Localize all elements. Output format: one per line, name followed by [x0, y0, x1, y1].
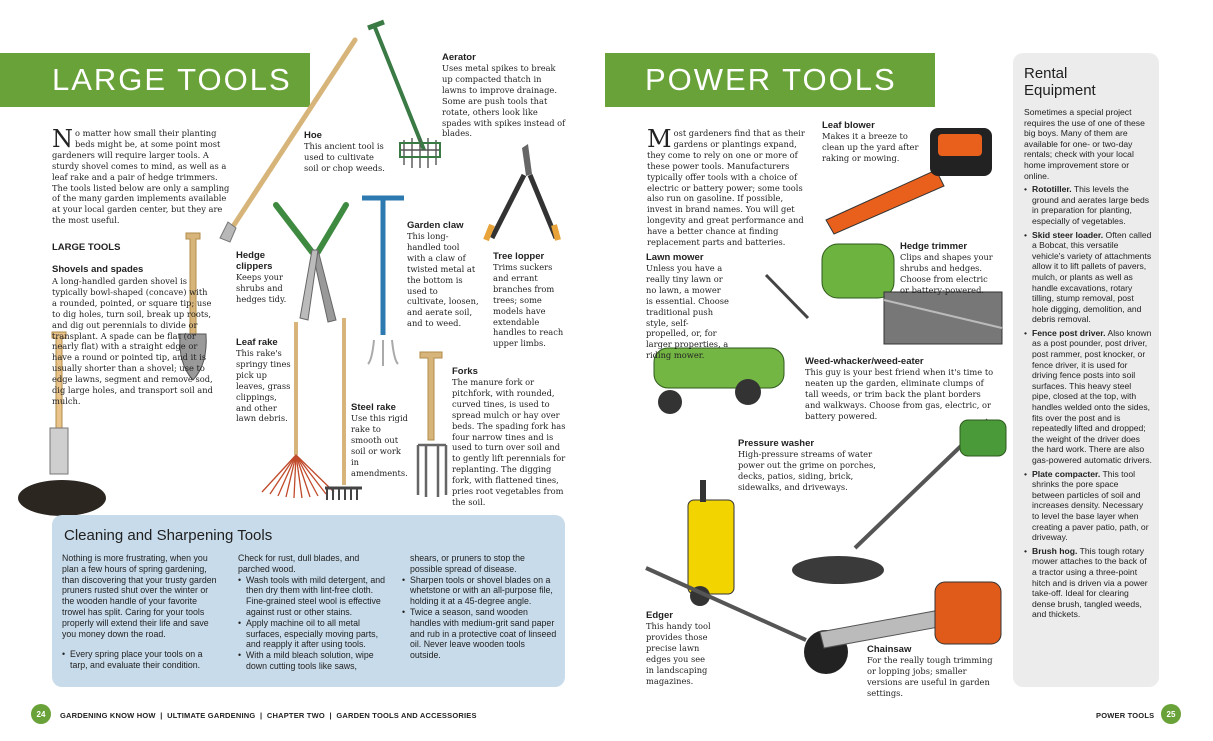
leaf-rake-section: [236, 337, 292, 424]
rental-item-text: This tool shrinks the pore space between particles of soil and increases density. Necessary to level the base layer when creating a paver patio, path, or driveway.: [1032, 468, 1149, 543]
cleaning-col1-bullets: [62, 649, 222, 671]
cleaning-col2-para: Check for rust, dull blades, and parched wood.: [238, 553, 360, 574]
leaf-blower-title: Leaf blower: [822, 120, 875, 131]
hedge-trimmer-title: Hedge trimmer: [900, 241, 968, 252]
aerator-text: Uses metal spikes to break up compacted thatch in lawns to improve drainage. Some are push tools that rotate, others look like spades with spikes instead of blades.: [442, 63, 566, 139]
hoe-text: This ancient tool is used to cultivate soil or chop weeds.: [304, 141, 385, 173]
cleaning-col3-bullets: [402, 575, 558, 661]
steel-rake-section: [351, 402, 409, 478]
rental-item: [1024, 184, 1152, 226]
shovels-text: A long-handled garden shovel is typically bowl-shaped (concave) with a rounded, pointed, or square tip; use to dig holes, turn soil, break up roots, and dig out perennials to divide or transplant. A spade can be flat (or nearly flat) with a straight edge or have a round or pointed tip, and it is usually shorter than a shovel; use to edge lawns, segment and remove sod, dig large holes, and transport soil and mulch.: [52, 276, 213, 406]
hedge-clippers-title: Hedge clippers: [236, 250, 273, 272]
rental-item-text: This levels the ground and aerates large beds in preparation for planting, especially of vegetables.: [1032, 184, 1150, 226]
rental-item: [1024, 469, 1152, 543]
cleaning-column-3: [402, 553, 558, 661]
cleaning-title: Cleaning and Sharpening Tools: [64, 527, 273, 544]
chainsaw-section: [867, 644, 1003, 699]
power-intro-dropcap: M: [647, 125, 672, 153]
tree-lopper-text: Trims suckers and errant branches from trees; some models have extendable handles to reach upper limbs.: [493, 262, 564, 349]
tree-lopper-section: [493, 251, 567, 349]
rental-body: [1024, 107, 1152, 620]
edger-section: [646, 610, 712, 686]
cleaning-sharpening-box: [52, 515, 565, 687]
leaf-blower-section: [822, 120, 924, 164]
leaf-blower-text: Makes it a breeze to clean up the yard after raking or mowing.: [822, 131, 919, 163]
cleaning-bullet: • Every spring place your tools on a tarp, and evaluate their condition.: [62, 649, 222, 671]
steel-rake-title: Steel rake: [351, 402, 396, 413]
power-intro-text: ost gardeners find that as their gardens or plantings expand, they come to rely on one or more of these power tools. Manufacturers typically offer tools with a choice of electric or battery power; some tools also run on gasoline. If possible, invest in brand names. You will get longevity and great performance and have a better chance at finding replacement parts and batteries.: [647, 128, 805, 248]
lawn-mower-section: [646, 252, 730, 361]
leaf-rake-text: This rake's springy tines pick up leaves, grass clippings, and other lawn debris.: [236, 348, 291, 424]
rental-equipment-box: [1013, 53, 1159, 687]
garden-claw-section: [407, 220, 479, 329]
power-tools-title: POWER TOOLS: [645, 62, 897, 97]
chainsaw-text: For the really tough trimming or lopping jobs; smaller versions are useful in garden settings.: [867, 655, 993, 698]
forks-title: Forks: [452, 366, 478, 377]
weed-whacker-title: Weed-whacker/weed-eater: [805, 356, 924, 367]
cleaning-bullet: • With a mild bleach solution, wipe down cutting tools like saws,: [238, 650, 390, 672]
rental-item-text: This tough rotary mower attaches to the back of a tractor using a three-point hitch and is driven via a power take-off. Ideal for clearing dense brush, tangled weeds, and thickets.: [1032, 545, 1148, 620]
chainsaw-title: Chainsaw: [867, 644, 912, 655]
hedge-clippers-section: [236, 250, 298, 305]
chainsaw-illustration: [0, 0, 1, 1]
intro-dropcap: N: [52, 125, 73, 153]
rental-item: [1024, 328, 1152, 466]
cleaning-column-2: [238, 553, 390, 672]
tree-lopper-title: Tree lopper: [493, 251, 545, 262]
pressure-washer-section: [738, 438, 876, 493]
cleaning-col3-para: shears, or pruners to stop the possible spread of disease.: [410, 553, 525, 574]
pressure-washer-text: High-pressure streams of water power out the grime on porches, decks, patios, siding, brick, sidewalks, and driveways.: [738, 449, 876, 492]
rental-item: [1024, 230, 1152, 325]
right-footer-text: POWER TOOLS: [1096, 711, 1155, 720]
pressure-washer-title: Pressure washer: [738, 438, 815, 449]
cleaning-col1-para: Nothing is more frustrating, when you plan a few hours of spring gardening, than discovering that your trusty garden pruners rusted shut over the winter or the wooden handle of your favorite trowel has split. Caring for your tools properly will extend their life and save you money down the road.: [62, 553, 217, 639]
shovels-section: [52, 264, 214, 407]
hedge-trimmer-text: Clips and shapes your shrubs and hedges. Choose from electric or battery-powered.: [900, 252, 993, 295]
weed-whacker-text: This guy is your best friend when it's time to neaten up the garden, eliminate clumps of tall weeds, or trim back the plant borders and walkways. Choose from gas, electric, or battery powered.: [805, 367, 994, 421]
page-number-left: 24: [31, 704, 51, 724]
hoe-title: Hoe: [304, 130, 322, 141]
garden-claw-title: Garden claw: [407, 220, 464, 231]
large-tools-intro: [52, 125, 230, 226]
cleaning-bullet: • Sharpen tools or shovel blades on a whetstone or with an all-purpose file, holding it at a 45-degree angle.: [402, 575, 558, 607]
rental-item-text: Often called a Bobcat, this versatile vehicle's variety of attachments allow it to lift pallets of pavers, mulch, or plants as well as handle excavations, rotary tilling, stump removal, post hole digging, demolition, and debris removal.: [1032, 229, 1152, 325]
rental-item-term: Brush hog.: [1032, 545, 1078, 556]
left-footer-text: GARDENING KNOW HOW | ULTIMATE GARDENING | CHAPTER TWO | GARDEN TOOLS AND ACCESSORIES: [60, 711, 477, 720]
lawn-mower-text: Unless you have a really tiny lawn or no lawn, a mower is essential. Choose traditional push style, self-propelled, or, for larger properties, a riding mower.: [646, 263, 729, 361]
cleaning-bullet: • Wash tools with mild detergent, and then dry them with lint-free cloth. Fine-grained steel wool is effective against rust or other stains.: [238, 575, 390, 618]
rental-item-term: Skid steer loader.: [1032, 229, 1104, 240]
power-tools-intro: [647, 125, 807, 248]
cleaning-column-1: [62, 553, 222, 671]
edger-title: Edger: [646, 610, 673, 621]
rental-list: [1024, 184, 1152, 620]
hedge-trimmer-section: [900, 241, 996, 296]
edger-text: This handy tool provides those precise lawn edges you see in landscaping magazines.: [646, 621, 711, 686]
rental-title: Rental Equipment: [1024, 65, 1096, 99]
large-tools-title: LARGE TOOLS: [52, 62, 292, 97]
weed-whacker-section: [805, 356, 995, 422]
cleaning-bullet: • Apply machine oil to all metal surfaces, especially moving parts, and reapply it after using tools.: [238, 618, 390, 650]
shovels-title: Shovels and spades: [52, 264, 144, 275]
power-tools-banner: [605, 53, 935, 107]
rental-item-term: Rototiller.: [1032, 184, 1072, 195]
large-tools-banner: [0, 53, 310, 107]
rental-item-term: Fence post driver.: [1032, 327, 1106, 338]
rental-item: [1024, 546, 1152, 620]
forks-section: [452, 366, 568, 508]
page-number-right: 25: [1161, 704, 1181, 724]
garden-claw-text: This long-handled tool with a claw of twisted metal at the bottom is used to cultivate, loosen, and aerate soil, and to weed.: [407, 231, 479, 329]
rental-item-text: Also known as a post pounder, post driver, post rammer, post knocker, or fence driver, it is used for driving fence posts into soil surfaces. This heavy steel pipe, closed at the top, with handles welded onto the sides, fits over the post and is repeatedly lifted and dropped; the weight of the driver does the hard work. There are also gas-powered automatic drivers.: [1032, 327, 1152, 465]
cleaning-col2-bullets: [238, 575, 390, 672]
rental-intro: Sometimes a special project requires the use of one of these big boys. Many of them are available for one- or two-day rentals; check with your local home improvement store or online.: [1024, 107, 1145, 181]
hoe-section: [304, 130, 390, 174]
steel-rake-text: Use this rigid rake to smooth out soil or work in amendments.: [351, 413, 408, 478]
lawn-mower-title: Lawn mower: [646, 252, 704, 263]
rental-item-term: Plate compacter.: [1032, 468, 1101, 479]
large-tools-heading: LARGE TOOLS: [52, 242, 121, 253]
forks-text: The manure fork or pitchfork, with rounded, curved tines, is used to spread mulch or hay over beds. The spading fork has four narrow tines and is used to turn over soil and to gently lift perennials for replanting. The digging fork, with flattened tines, pries root vegetables from the soil.: [452, 377, 566, 507]
aerator-title: Aerator: [442, 52, 476, 63]
aerator-section: [442, 52, 566, 139]
leaf-rake-title: Leaf rake: [236, 337, 278, 348]
intro-text: o matter how small their planting beds might be, at some point most gardeners will require larger tools. A sturdy shovel comes to mind, as well as a leaf rake and a pair of hedge trimmers. The tools listed below are only a sampling of the many garden implements available at your local garden center, but they are the most useful.: [52, 128, 230, 226]
cleaning-bullet: • Twice a season, sand wooden handles with medium-grit sand paper and rub in a protective coat of linseed oil. Never leave wooden tools outside.: [402, 607, 558, 661]
hedge-clippers-text: Keeps your shrubs and hedges tidy.: [236, 272, 287, 304]
